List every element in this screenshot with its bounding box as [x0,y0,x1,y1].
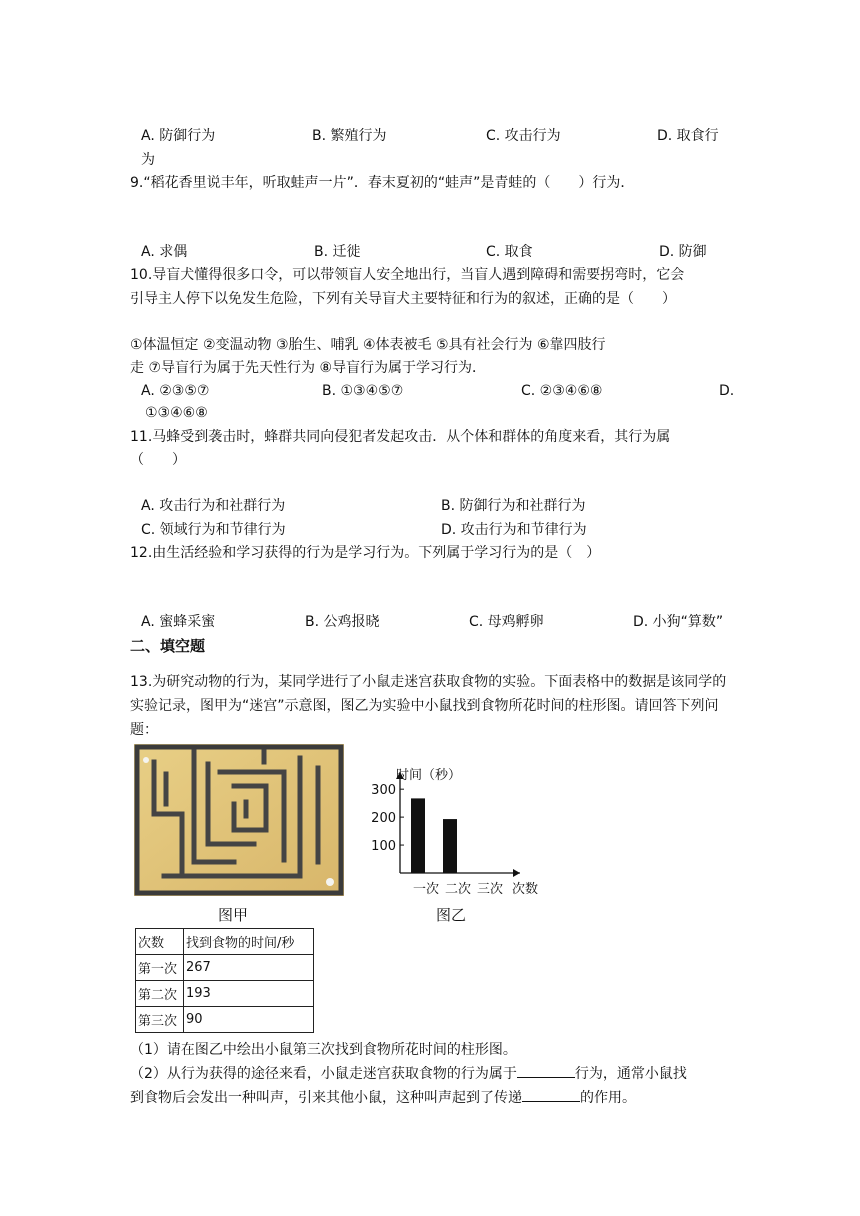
x-axis-label: 次数 [512,882,539,897]
q12-option-c: C. 母鸡孵卵 [469,614,544,630]
table-cell: 第三次 [136,1007,184,1033]
q9-option-d: D. 防御 [659,244,707,260]
q12-option-b: B. 公鸡报晓 [305,614,380,630]
table-cell: 90 [184,1007,314,1033]
answer-blank-1[interactable] [517,1063,575,1078]
q12-stem: 12.由生活经验和学习获得的行为是学习行为。下列属于学习行为的是（ ） [130,545,601,561]
q10-option-a: A. ②③⑤⑦ [141,383,210,399]
q11-option-b: B. 防御行为和社群行为 [441,498,586,514]
maze-figure [134,744,344,896]
q13-sub1: （1）请在图乙中绘出小鼠第三次找到食物所花时间的柱形图。 [130,1042,517,1058]
table-row [136,955,314,981]
q13-sub2-part-a: （2）从行为获得的途径来看，小鼠走迷宫获取食物的行为属于 [130,1066,517,1082]
q9-option-b: B. 迁徙 [314,244,361,260]
q11-option-d: D. 攻击行为和节律行为 [441,522,587,538]
q10-items-line1: ①体温恒定 ②变温动物 ③胎生、哺乳 ④体表被毛 ⑤具有社会行为 ⑥靠四肢行 [130,337,606,353]
q9-option-a: A. 求偶 [141,244,188,260]
table-cell: 第一次 [136,955,184,981]
q11-stem-line2: （ ） [130,452,186,468]
q8-option-a: A. 防御行为 [141,128,216,144]
q10-option-d: D. [719,383,735,399]
bar-chart [360,760,550,900]
q10-items-line2: 走 ⑦导盲行为属于先天性行为 ⑧导盲行为属于学习行为． [130,360,487,376]
table-cell: 267 [184,955,314,981]
q10-stem-line2: 引导主人停下以免发生危险，下列有关导盲犬主要特征和行为的叙述，正确的是（ ） [130,291,676,307]
bar-2 [443,819,457,873]
q9-option-c: C. 取食 [486,244,533,260]
food-icon [326,878,334,886]
table-header: 次数 [136,929,184,955]
q10-stem-line1: 10.导盲犬懂得很多口令，可以带领盲人安全地出行，当盲人遇到障碍和需要拐弯时，它会 [130,267,685,283]
q11-option-a: A. 攻击行为和社群行为 [141,498,286,514]
mouse-icon [143,757,149,763]
q11-stem-line1: 11.马蜂受到袭击时，蜂群共同向侵犯者发起攻击．从个体和群体的角度来看，其行为属 [130,429,671,445]
answer-blank-2[interactable] [522,1087,580,1102]
q9-stem: 9.“稻花香里说丰年，听取蛙声一片”．春末夏初的“蛙声”是青蛙的（ ）行为． [130,175,635,191]
bar-1 [411,798,425,873]
table-row [136,981,314,1007]
q8-option-b: B. 繁殖行为 [312,128,387,144]
q13-sub2-line1 [130,1063,687,1084]
q12-option-a: A. 蜜蜂采蜜 [141,614,216,630]
q13-sub2-line2 [130,1087,636,1108]
fig1-caption: 图甲 [218,906,249,924]
q8-option-d-wrap: 为 [141,152,155,168]
y-axis-label: 时间（秒） [396,768,462,783]
q13-intro: 13.为研究动物的行为，某同学进行了小鼠走迷宫获取食物的实验。下面表格中的数据是该同学的实验记录，图甲为“迷宫”示意图，图乙为实验中小鼠找到食物所花时间的柱形图。请回答下列问题： [130,674,727,738]
fig2-caption: 图乙 [436,906,467,924]
table-header-row [136,929,314,955]
x-axis-arrow [513,869,520,877]
q10-option-d-wrap: ①③④⑥⑧ [145,405,208,421]
table-header: 找到食物的时间/秒 [184,929,314,955]
x-tick-label: 三次 [476,882,504,897]
q10-option-b: B. ①③④⑤⑦ [322,383,404,399]
x-tick-label: 二次 [444,882,472,897]
section-heading: 二、填空题 [130,637,206,655]
y-tick-label: 300 [371,783,396,799]
y-tick-label: 200 [371,811,396,827]
q10-option-c: C. ②③④⑥⑧ [521,383,603,399]
q11-option-c: C. 领域行为和节律行为 [141,522,286,538]
record-table [135,928,314,1033]
q8-option-d: D. 取食行 [657,128,719,144]
y-tick-label: 100 [371,839,396,855]
table-cell: 第二次 [136,981,184,1007]
q13-sub2-part-b: 行为，通常小鼠找 [574,1066,687,1082]
q13-sub2-part-c: 的作用。 [580,1090,636,1106]
q8-option-c: C. 攻击行为 [486,128,561,144]
q12-option-d: D. 小狗“算数” [633,614,724,630]
table-row [136,1007,314,1033]
table-cell: 193 [184,981,314,1007]
x-tick-label: 一次 [412,882,440,897]
q13-sub2-part-b-cont: 到食物后会发出一种叫声，引来其他小鼠，这种叫声起到了传递 [130,1090,522,1106]
